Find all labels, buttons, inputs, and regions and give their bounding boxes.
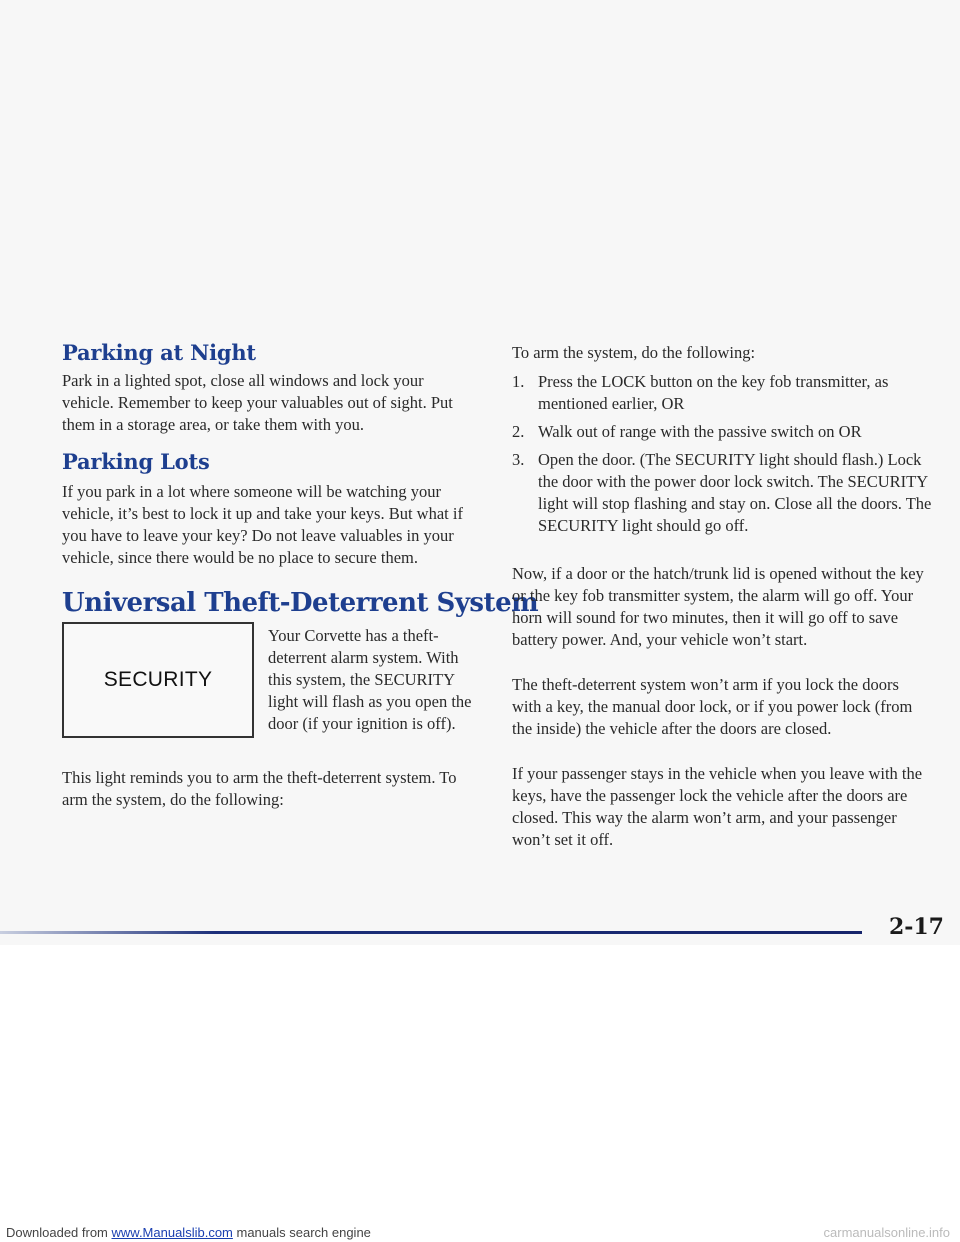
paragraph-parking-at-night: Park in a lighted spot, close all windows and lock your vehicle. Remember to keep your valuables out of sight. Put them in a storage area, or take them with you. — [62, 371, 453, 434]
paragraph-corvette-alarm: Your Corvette has a theft-deterrent alarm system. With this system, the SECURITY light will flash as you open the door (if your ignition is off). — [268, 626, 472, 733]
list-item-number: 2. — [512, 422, 525, 441]
footer-rule — [0, 931, 862, 934]
page-number: 2-17 — [888, 914, 944, 940]
list-item-number: 1. — [512, 372, 525, 391]
heading-universal-theft-deterrent: Universal Theft-Deterrent System — [62, 588, 539, 618]
list-item-text: Walk out of range with the passive switch on OR — [538, 422, 862, 441]
watermark-right: carmanualsonline.info — [823, 1225, 950, 1240]
security-indicator-box — [62, 622, 254, 738]
paragraph-arm-intro: To arm the system, do the following: — [512, 343, 756, 362]
heading-parking-at-night: Parking at Night — [62, 340, 256, 365]
download-watermark — [0, 1222, 960, 1242]
list-item-number: 3. — [512, 450, 525, 469]
manualslib-link[interactable]: www.Manualslib.com — [111, 1225, 233, 1240]
paragraph-light-reminds: This light reminds you to arm the theft-deterrent system. To arm the system, do the following: — [62, 768, 457, 809]
list-item-text: Open the door. (The SECURITY light should flash.) Lock the door with the power door lock switch. The SECURITY light will stop flashing and stay on. Close all the doors. The SECURITY light should go off. — [538, 450, 932, 535]
list-item-text: Press the LOCK button on the key fob transmitter, as mentioned earlier, OR — [538, 372, 889, 413]
watermark-prefix: Downloaded from — [6, 1225, 112, 1240]
paragraph-wont-arm: The theft-deterrent system won’t arm if you lock the doors with a key, the manual door lock, or if you power lock (from the inside) the vehicle after the doors are closed. — [512, 675, 913, 738]
watermark-left — [6, 1225, 371, 1240]
security-indicator-label: SECURITY — [103, 668, 213, 691]
paragraph-parking-lots: If you park in a lot where someone will be watching your vehicle, it’s best to lock it up and take your keys. But what if you have to leave your key? Do not leave valuables in your vehicle, since there would be no place to secure them. — [62, 482, 463, 567]
paragraph-passenger: If your passenger stays in the vehicle when you leave with the keys, have the passenger lock the vehicle after the doors are closed. This way the alarm won’t arm, and your passenger won’t set it off. — [512, 764, 923, 849]
watermark-suffix: manuals search engine — [232, 1225, 371, 1240]
paragraph-alarm-triggered: Now, if a door or the hatch/trunk lid is opened without the key or the key fob transmitter system, the alarm will go off. Your horn will sound for two minutes, then it will go off to save battery power. And, your vehicle won’t start. — [512, 564, 924, 649]
heading-parking-lots: Parking Lots — [62, 449, 210, 474]
